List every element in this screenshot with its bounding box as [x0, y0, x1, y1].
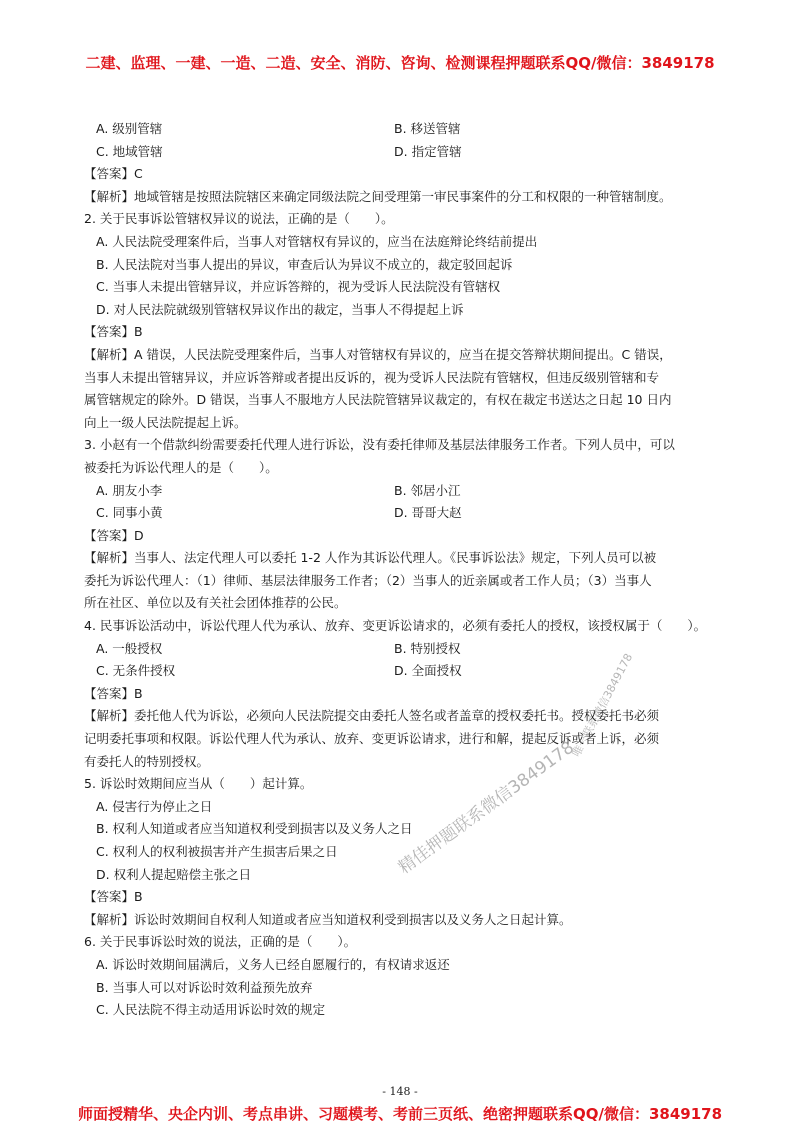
option-item: C. 当事人未提出管辖异议，并应诉答辩的，视为受诉人民法院没有管辖权	[96, 279, 501, 295]
option-item: C. 人民法院不得主动适用诉讼时效的规定	[96, 1002, 326, 1018]
explanation-line: 【解析】诉讼时效期间自权利人知道或者应当知道权利受到损害以及义务人之日起计算。	[84, 911, 572, 927]
explanation-line: 【解析】地域管辖是按照法院辖区来确定同级法院之间受理第一审民事案件的分工和权限的一种管辖制度。	[84, 188, 672, 204]
option-item: C. 权利人的权利被损害并产生损害后果之日	[96, 844, 338, 859]
watermark-text-vertical: 唯一联系微信3849178	[569, 651, 636, 760]
watermark-text: 精佳押题联系微信3849178	[394, 737, 578, 879]
answer-line: 【答案】B	[84, 324, 143, 340]
question-stem: 2. 关于民事诉讼管辖权异议的说法，正确的是（ ）。	[84, 211, 394, 227]
option-item: A. 诉讼时效期间届满后，义务人已经自愿履行的，有权请求返还	[96, 956, 450, 972]
option-item: A. 朋友小李	[96, 482, 163, 498]
answer-line: 【答案】B	[84, 889, 143, 905]
header-banner: 二建、监理、一建、一造、二造、安全、消防、咨询、检测课程押题联系QQ/微信：3849178	[85, 54, 715, 72]
page-content	[84, 118, 744, 1022]
footer-banner: 师面授精华、央企内训、考点串讲、习题模考、考前三页纸、绝密押题联系QQ/微信：3849178	[77, 1105, 723, 1123]
explanation-line: 所在社区、单位以及有关社会团体推荐的公民。	[84, 595, 347, 611]
option-item: D. 全面授权	[394, 663, 462, 679]
explanation-line: 记明委托事项和权限。诉讼代理人代为承认、放弃、变更诉讼请求，进行和解，提起反诉或者上诉，必须	[84, 731, 660, 747]
explanation-line: 有委托人的特别授权。	[84, 753, 210, 769]
option-item: B. 当事人可以对诉讼时效利益预先放弃	[96, 979, 313, 995]
answer-line: 【答案】D	[84, 527, 144, 543]
option-item: B. 权利人知道或者应当知道权利受到损害以及义务人之日	[96, 821, 413, 837]
option-item: C. 同事小黄	[96, 505, 163, 521]
option-item: C. 地域管辖	[96, 143, 163, 159]
question-stem: 6. 关于民事诉讼时效的说法，正确的是（ ）。	[84, 934, 357, 950]
option-item: B. 特别授权	[394, 640, 461, 656]
option-item: A. 人民法院受理案件后，当事人对管辖权有异议的，应当在法庭辩论终结前提出	[96, 233, 538, 249]
question-stem: 被委托为诉讼代理人的是（ ）。	[84, 459, 278, 475]
option-item: A. 一般授权	[96, 640, 163, 656]
answer-line: 【答案】C	[84, 166, 143, 182]
option-item: C. 无条件授权	[96, 663, 176, 679]
answer-line: 【答案】B	[84, 685, 143, 701]
explanation-line: 【解析】当事人、法定代理人可以委托 1-2 人作为其诉讼代理人。《民事诉讼法》规定，下列人员可以被	[84, 550, 657, 566]
option-item: D. 指定管辖	[394, 143, 462, 159]
option-row	[84, 141, 744, 164]
explanation-line: 当事人未提出管辖异议，并应诉答辩或者提出反诉的，视为受诉人民法院有管辖权，但违反级别管辖和专	[84, 369, 660, 385]
option-item: A. 级别管辖	[96, 121, 163, 136]
option-row	[84, 118, 744, 141]
explanation-line: 【解析】委托他人代为诉讼，必须向人民法院提交由委托人签名或者盖章的授权委托书。授权委托书必须	[84, 708, 660, 724]
option-row	[84, 638, 744, 661]
explanation-line: 向上一级人民法院提起上诉。	[84, 414, 247, 430]
question-stem: 5. 诉讼时效期间应当从（ ）起计算。	[84, 776, 313, 792]
question-stem: 3. 小赵有一个借款纠纷需要委托代理人进行诉讼，没有委托律师及基层法律服务工作者。下列人员中，可以	[84, 437, 675, 453]
page-number: - 148 -	[382, 1085, 418, 1098]
option-row	[84, 480, 744, 503]
option-item: D. 权利人提起赔偿主张之日	[96, 866, 252, 882]
option-item: B. 移送管辖	[394, 121, 461, 136]
question-stem: 4. 民事诉讼活动中，诉讼代理人代为承认、放弃、变更诉讼请求的，必须有委托人的授权，该授权属于（ ）。	[84, 618, 707, 634]
option-row	[84, 502, 744, 525]
explanation-line: 属管辖规定的除外。D 错误，当事人不服地方人民法院管辖异议裁定的，有权在裁定书送达之日起 10 日内	[84, 392, 672, 408]
option-row	[84, 660, 744, 683]
option-item: A. 侵害行为停止之日	[96, 798, 213, 814]
option-item: B. 邻居小江	[394, 482, 461, 498]
option-item: D. 对人民法院就级别管辖权异议作出的裁定，当事人不得提起上诉	[96, 301, 464, 317]
option-item: B. 人民法院对当事人提出的异议，审查后认为异议不成立的，裁定驳回起诉	[96, 256, 513, 272]
explanation-line: 委托为诉讼代理人：（1）律师、基层法律服务工作者；（2）当事人的近亲属或者工作人员；（3）当事人	[84, 572, 652, 588]
option-item: D. 哥哥大赵	[394, 505, 462, 521]
explanation-line: 【解析】A 错误，人民法院受理案件后，当事人对管辖权有异议的，应当在提交答辩状期间提出。C 错误，	[84, 346, 672, 362]
